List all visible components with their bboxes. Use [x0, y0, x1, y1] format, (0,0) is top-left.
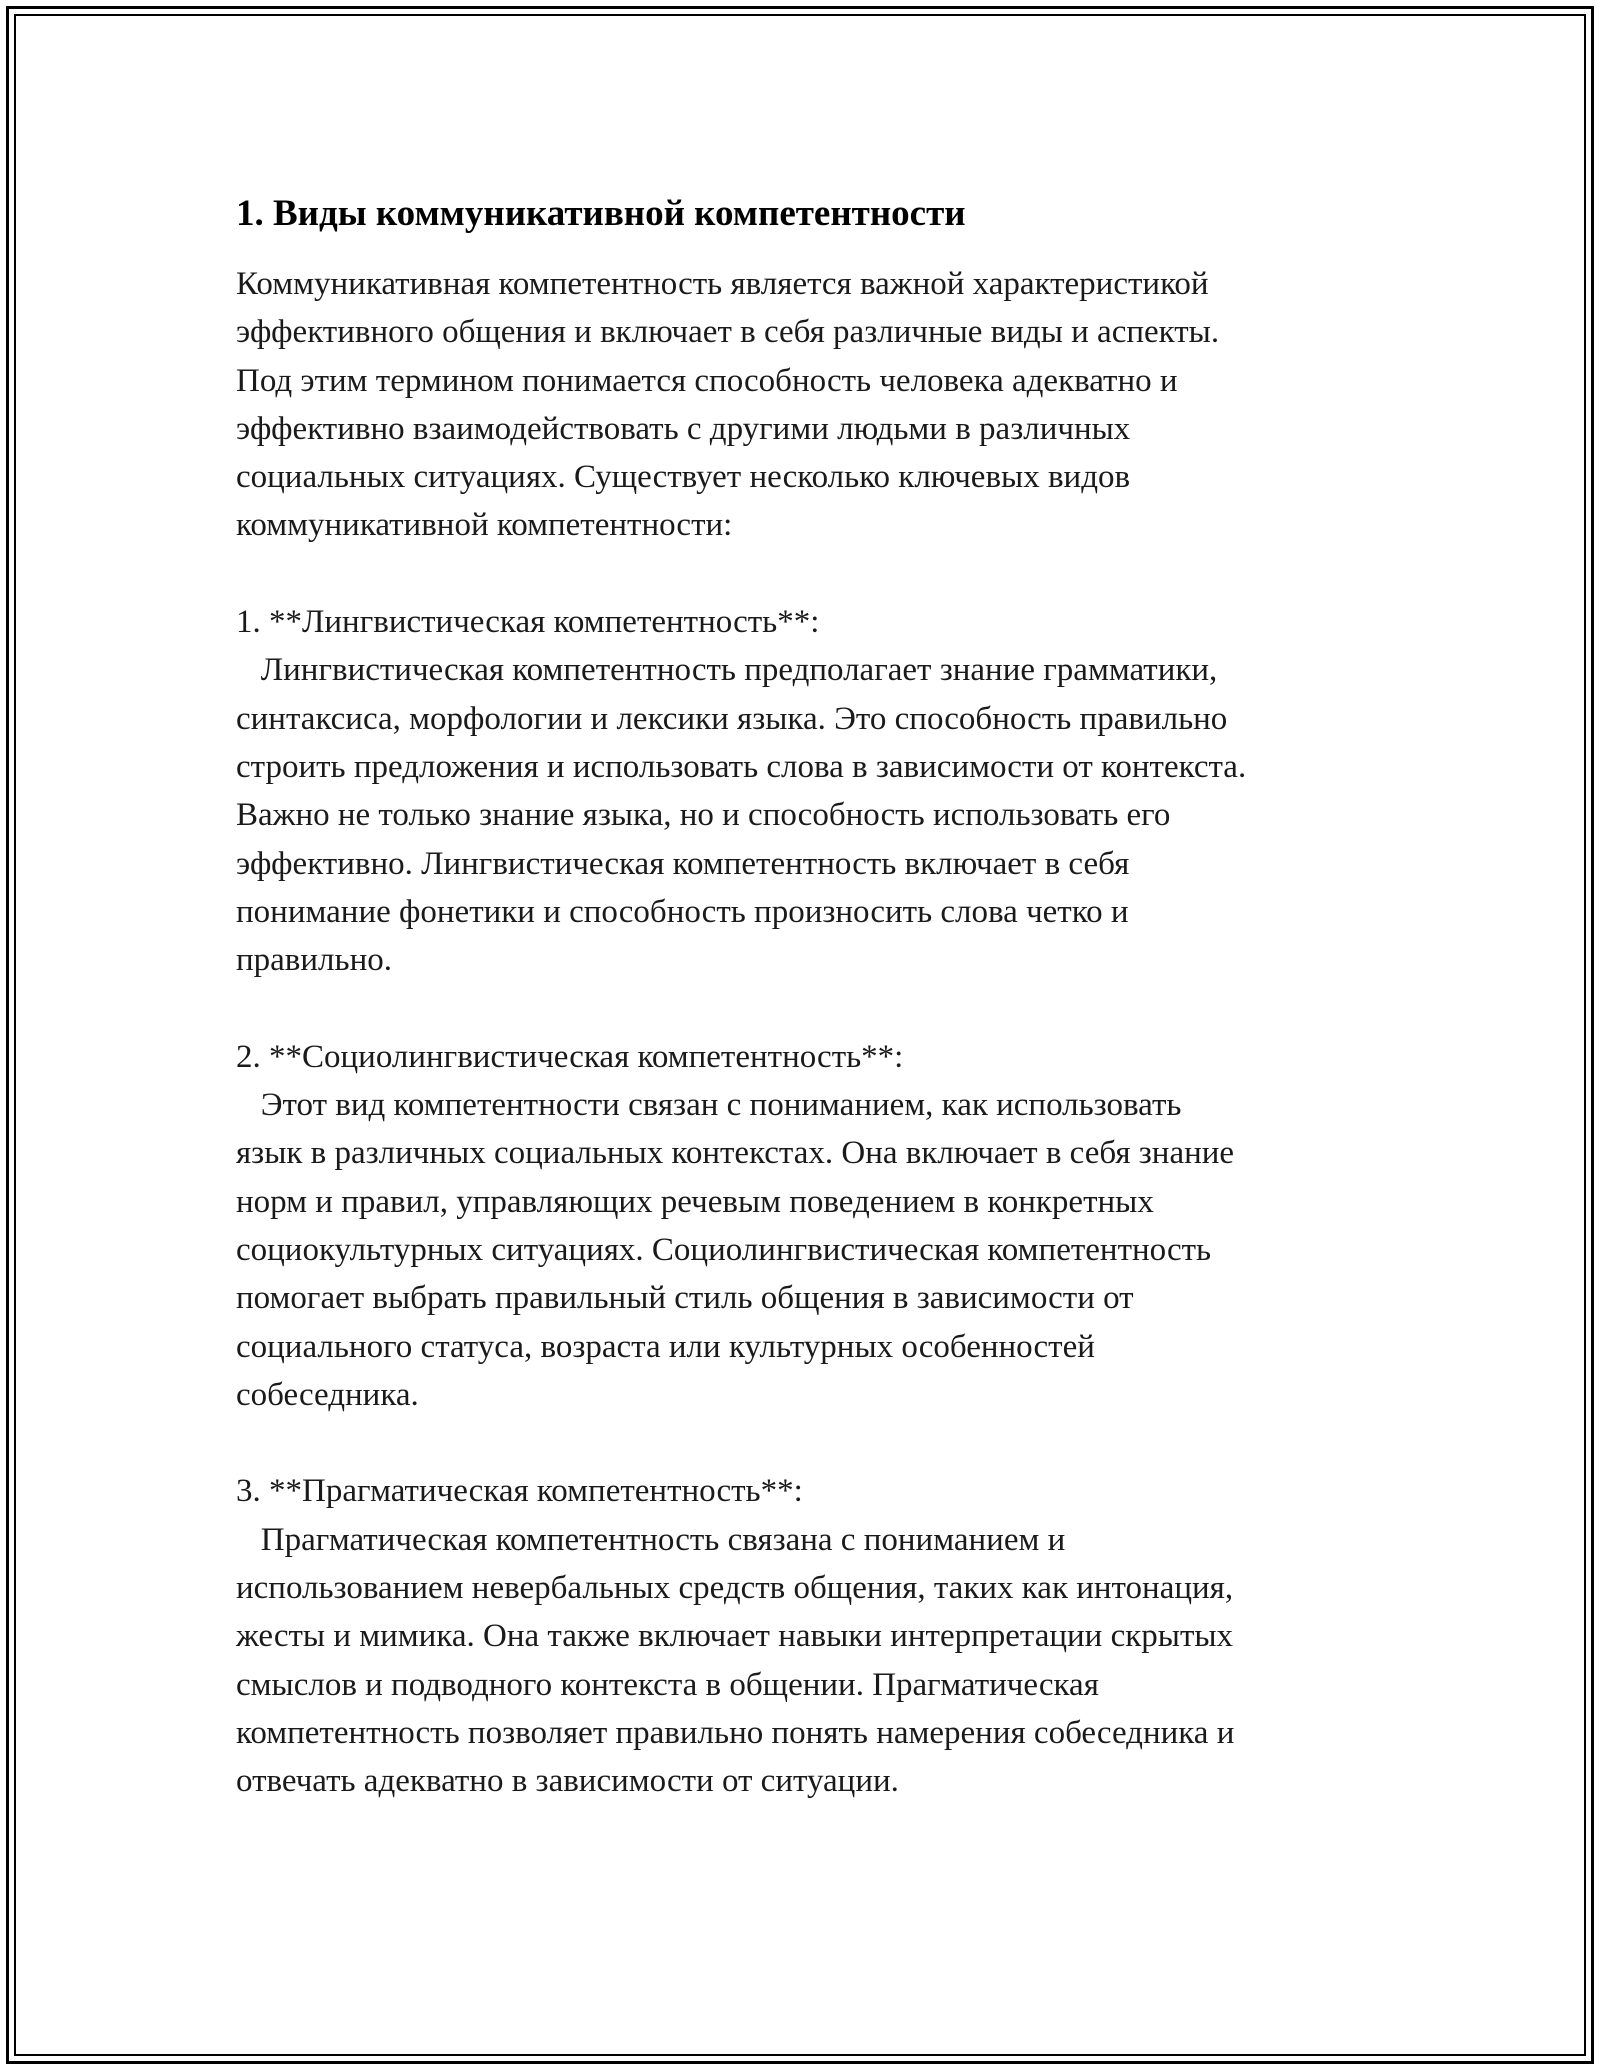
paragraph-gap	[236, 550, 1396, 598]
section-heading: 1. Виды коммуникативной компетентности	[236, 193, 966, 234]
document-body	[236, 186, 1396, 1806]
item-1-title: 1. **Лингвистическая компетентность**:	[236, 604, 820, 641]
item-2-title: 2. **Социолингвистическая компетентность**:	[236, 1038, 904, 1075]
paragraph-gap	[236, 984, 1396, 1032]
item-1-body: Лингвистическая компетентность предполагает знание грамматики, синтаксиса, морфологии и лексики языка. Это способность правильно строить предложения и использовать слова в зависимости от контекста. Важно не только знание языка, но и способность использовать его эффективно. Лингвистическая компетентность включает в себя понимание фонетики и способность произносить слова четко и правильно.	[236, 652, 1247, 979]
item-3-body: Прагматическая компетентность связана с пониманием и использованием невербальных средств общения, таких как интонация, жесты и мимика. Она также включает навыки интерпретации скрытых смыслов и подводного контекста в общении. Прагматическая компетентность позволяет правильно понять намерения собеседника и отвечать адекватно в зависимости от ситуации.	[236, 1521, 1235, 1800]
intro-paragraph: Коммуникативная компетентность является важной характеристикой эффективного общения и включает в себя различные виды и аспекты. Под этим термином понимается способность человека адекватно и эффективно взаимодействовать с другими людьми в различных социальных ситуациях. Существует несколько ключевых видов коммуникативной компетентности:	[236, 266, 1220, 544]
item-3-title: 3. **Прагматическая компетентность**:	[236, 1473, 803, 1510]
paragraph-gap	[236, 1419, 1396, 1467]
item-2-body: Этот вид компетентности связан с пониманием, как использовать язык в различных социальных контекстах. Она включает в себя знание норм и правил, управляющих речевым поведением в конкретных социокультурных ситуациях. Социолингвистическая компетентность помогает выбрать правильный стиль общения в зависимости от социального статуса, возраста или культурных особенностей собеседника.	[236, 1087, 1235, 1413]
